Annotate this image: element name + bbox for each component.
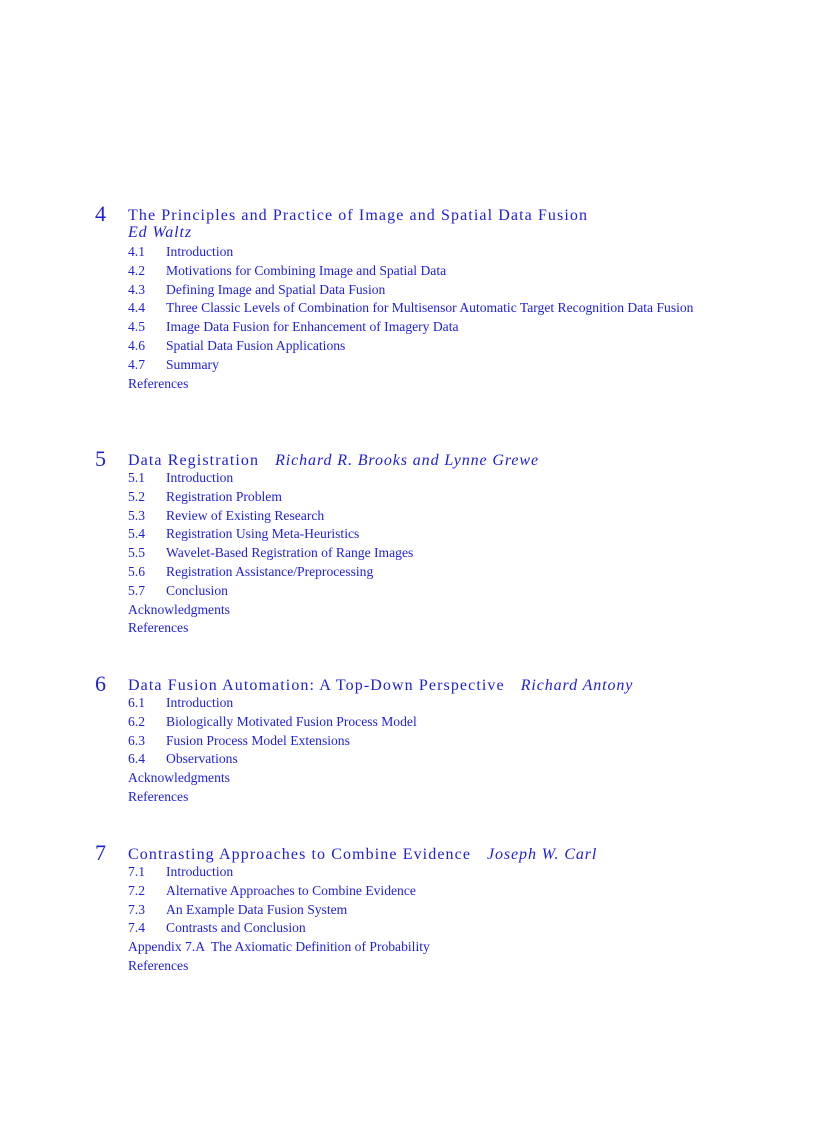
section-title: Introduction: [166, 695, 234, 710]
section-number: 5.5: [128, 545, 145, 561]
section-entry[interactable]: [128, 318, 748, 337]
section-title: Biologically Motivated Fusion Process Model: [166, 713, 417, 729]
section-entry[interactable]: [128, 488, 748, 507]
section-title: Motivations for Combining Image and Spatial Data: [166, 262, 447, 278]
section-number: 5.3: [128, 507, 145, 523]
chapter-author: Ed Waltz: [128, 224, 192, 241]
chapter-number: 6: [95, 671, 106, 696]
section-number: 6.1: [128, 695, 145, 710]
section-entry[interactable]: [128, 732, 748, 751]
chapter-heading: [128, 676, 633, 696]
section-title: Review of Existing Research: [166, 507, 325, 523]
section-number: 5.4: [128, 526, 145, 542]
references-link[interactable]: References: [128, 957, 189, 973]
section-title: Defining Image and Spatial Data Fusion: [166, 281, 386, 297]
section-title: Spatial Data Fusion Applications: [166, 337, 346, 353]
section-title: Introduction: [166, 244, 234, 259]
section-number: 6.3: [128, 732, 145, 748]
section-number: 4.7: [128, 356, 145, 372]
section-number: 5.2: [128, 488, 145, 504]
section-entry[interactable]: [128, 243, 748, 262]
section-entry[interactable]: [128, 356, 748, 375]
chapter-title-link[interactable]: Contrasting Approaches to Combine Evidence: [128, 846, 472, 863]
section-entry[interactable]: [128, 882, 748, 901]
section-list: [128, 469, 748, 638]
chapter-heading: [128, 451, 539, 471]
section-title: Observations: [166, 751, 238, 767]
section-number: 4.5: [128, 319, 145, 335]
chapter-number: 5: [95, 446, 106, 471]
section-entry[interactable]: [128, 262, 748, 281]
section-list: [128, 694, 748, 807]
section-entry[interactable]: [128, 901, 748, 920]
section-title: Alternative Approaches to Combine Evidence: [166, 882, 416, 898]
section-title: Introduction: [166, 864, 234, 879]
section-list: [128, 243, 748, 393]
chapter-author: Joseph W. Carl: [487, 846, 598, 863]
section-entry[interactable]: [128, 507, 748, 526]
section-entry[interactable]: [128, 337, 748, 356]
section-title: Fusion Process Model Extensions: [166, 732, 350, 748]
section-number: 5.1: [128, 470, 145, 485]
section-number: 6.2: [128, 713, 145, 729]
references-link[interactable]: References: [128, 620, 189, 636]
section-title: Conclusion: [166, 582, 228, 598]
section-number: 7.2: [128, 882, 145, 898]
section-number: 7.4: [128, 920, 145, 936]
chapter-author: Richard R. Brooks and Lynne Grewe: [275, 452, 539, 469]
section-number: 4.2: [128, 262, 145, 278]
appendix-link[interactable]: Appendix 7.A The Axiomatic Definition of Probability: [128, 939, 430, 955]
section-number: 5.7: [128, 582, 145, 598]
section-number: 7.1: [128, 864, 145, 879]
section-title: Registration Assistance/Preprocessing: [166, 563, 374, 579]
section-entry[interactable]: [128, 919, 748, 938]
section-number: 4.1: [128, 244, 145, 259]
section-title: Registration Using Meta-Heuristics: [166, 526, 360, 542]
chapter-title-link[interactable]: Data Registration: [128, 452, 260, 469]
section-entry[interactable]: [128, 563, 748, 582]
section-number: 4.6: [128, 337, 145, 353]
section-title: Wavelet-Based Registration of Range Images: [166, 545, 414, 561]
section-title: Registration Problem: [166, 488, 282, 504]
section-entry[interactable]: [128, 750, 748, 769]
references-link[interactable]: References: [128, 788, 189, 804]
section-list: [128, 863, 748, 976]
section-entry[interactable]: [128, 544, 748, 563]
chapter-number: 4: [95, 201, 106, 226]
chapter-heading: [128, 206, 588, 226]
section-entry[interactable]: [128, 525, 748, 544]
section-entry[interactable]: [128, 469, 748, 488]
section-title: Contrasts and Conclusion: [166, 920, 306, 936]
section-entry[interactable]: [128, 582, 748, 601]
chapter-title-link[interactable]: The Principles and Practice of Image and Spatial Data Fusion: [128, 207, 589, 224]
chapter-author: Richard Antony: [520, 677, 634, 694]
section-entry[interactable]: [128, 694, 748, 713]
section-number: 7.3: [128, 901, 145, 917]
section-number: 4.3: [128, 281, 145, 297]
section-number: 6.4: [128, 751, 145, 767]
section-entry[interactable]: [128, 281, 748, 300]
section-title: Three Classic Levels of Combination for Multisensor Automatic Target Recognition Data Fusion: [166, 300, 694, 316]
section-title: Image Data Fusion for Enhancement of Imagery Data: [166, 319, 459, 335]
chapter-number: 7: [95, 840, 106, 865]
section-entry[interactable]: [128, 713, 748, 732]
section-title: Summary: [166, 356, 219, 372]
section-title: An Example Data Fusion System: [166, 901, 348, 917]
acknowledgments-link[interactable]: Acknowledgments: [128, 770, 230, 786]
section-number: 4.4: [128, 300, 145, 316]
chapter-title-link[interactable]: Data Fusion Automation: A Top-Down Perspective: [128, 677, 505, 694]
section-number: 5.6: [128, 563, 145, 579]
acknowledgments-link[interactable]: Acknowledgments: [128, 601, 230, 617]
section-title: Introduction: [166, 470, 234, 485]
references-link[interactable]: References: [128, 375, 189, 391]
chapter-heading: [128, 845, 597, 865]
section-entry[interactable]: [128, 863, 748, 882]
section-entry[interactable]: [128, 299, 748, 318]
